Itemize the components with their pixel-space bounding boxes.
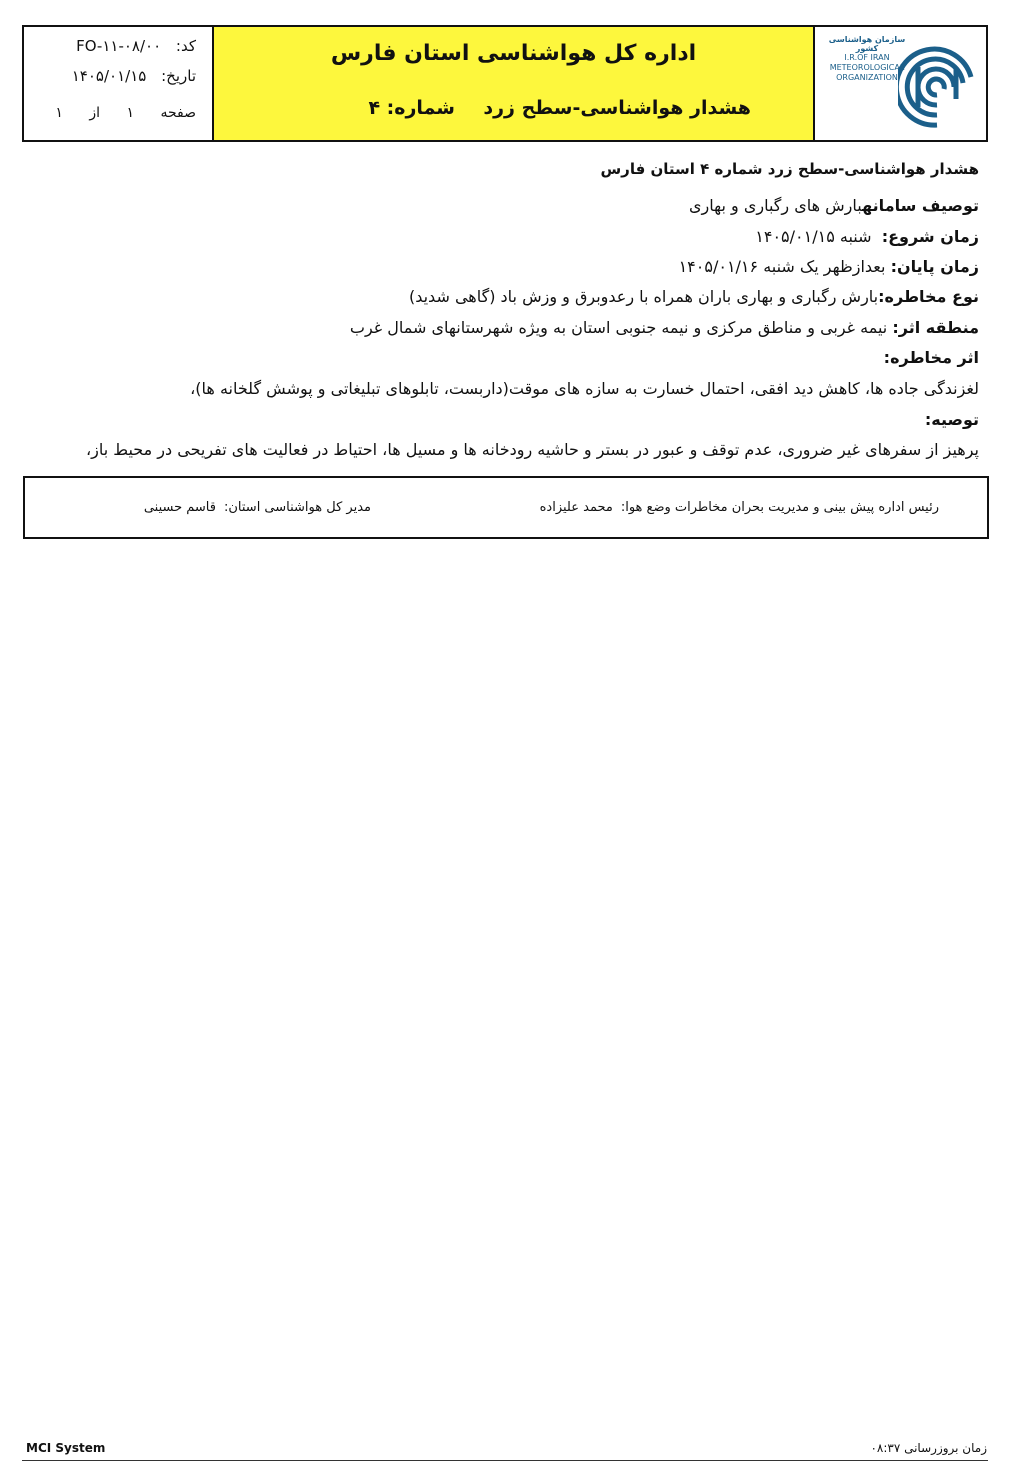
code-row (76, 37, 196, 55)
system-description-value: بارش های رگباری و بهاری (688, 196, 863, 215)
document-header (22, 25, 988, 142)
warning-number: شماره: ۴ (368, 97, 455, 119)
signature-box (23, 476, 989, 539)
forecast-head-label: رئیس اداره پیش بینی و مدیریت بحران مخاطرات وضع هوا: (620, 500, 939, 515)
footer-divider (22, 1460, 988, 1461)
warning-level-title: هشدار هواشناسی-سطح زرد (483, 97, 751, 119)
advice-value: پرهیز از سفرهای غیر ضروری، عدم توقف و عبور در بستر و حاشیه رودخانه ها و مسیل ها، احتیاط در فعالیت های تفریحی در محیط باز، (85, 440, 979, 459)
end-time-row (679, 257, 979, 276)
meteorological-organization-logo-icon (898, 37, 976, 133)
system-description-row (689, 196, 979, 215)
date-row (72, 67, 196, 85)
impact-area-row (350, 318, 979, 337)
date-label: تاریخ: (161, 67, 196, 85)
impact-area-value: نیمه غربی و مناطق مرکزی و نیمه جنوبی استان به ویژه شهرستانهای شمال غرب (349, 318, 888, 337)
hazard-type-label: نوع مخاطره: (878, 287, 979, 306)
page-of: از (89, 105, 101, 121)
footer-update-time (870, 1441, 987, 1455)
start-time-label: زمان شروع: (881, 227, 979, 246)
system-description-label: توصیف سامانه (862, 196, 979, 215)
end-time-label: زمان پایان: (890, 257, 979, 276)
hazard-effect-label: اثر مخاطره: (883, 348, 979, 367)
hazard-effect-value: لغزندگی جاده ها، کاهش دید افقی، احتمال خسارت به سازه های موقت(داربست، تابلوهای تبلیغاتی و پوشش گلخانه ها)، (190, 379, 979, 398)
advice-label-row (925, 410, 979, 429)
logo-caption-en-1: I.R.OF IRAN (844, 53, 890, 62)
logo-block (815, 27, 986, 140)
logo-caption-fa: سازمان هواشناسی کشور (828, 35, 906, 53)
footer-update-value: ۰۸:۳۷ (870, 1441, 901, 1455)
page-total: ۱ (55, 105, 63, 121)
code-label: کد: (175, 37, 196, 55)
page-title: اداره کل هواشناسی استان فارس (330, 41, 697, 66)
director-signature (144, 500, 371, 515)
advice-label: توصیه: (924, 410, 979, 429)
page-current: ۱ (126, 105, 135, 121)
end-time-value: بعدازظهر یک شنبه ۱۴۰۵/۰۱/۱۶ (678, 257, 886, 276)
hazard-effect-label-row (884, 348, 979, 367)
hazard-type-row (409, 287, 979, 306)
logo-caption-en-3: ORGANIZATION (836, 73, 898, 82)
director-label: مدیر کل هواشناسی استان: (223, 500, 371, 515)
logo-caption-en-2: METEOROLOGICAL (829, 63, 905, 72)
document-heading: هشدار هواشناسی-سطح زرد شماره ۴ استان فارس (600, 160, 979, 178)
footer-system-name: MCI System (26, 1441, 106, 1455)
hazard-type-value: بارش رگباری و بهاری باران همراه با رعدوبرق و وزش باد (گاهی شدید) (408, 287, 879, 306)
document-meta (24, 27, 214, 140)
start-time-value: شنبه ۱۴۰۵/۰۱/۱۵ (755, 227, 872, 246)
page-row (55, 105, 196, 121)
footer-update-label: زمان بروزرسانی (904, 1441, 987, 1455)
code-value: FO-۱۱-۰۸/۰۰ (76, 37, 162, 55)
page-label: صفحه (160, 105, 196, 121)
header-title-block (214, 27, 815, 140)
start-time-row (755, 227, 979, 246)
date-value: ۱۴۰۵/۰۱/۱۵ (71, 67, 147, 85)
director-name: قاسم حسینی (143, 500, 216, 515)
forecast-head-name: محمد علیزاده (539, 500, 613, 515)
forecast-head-signature (540, 500, 939, 515)
impact-area-label: منطقه اثر: (892, 318, 979, 337)
